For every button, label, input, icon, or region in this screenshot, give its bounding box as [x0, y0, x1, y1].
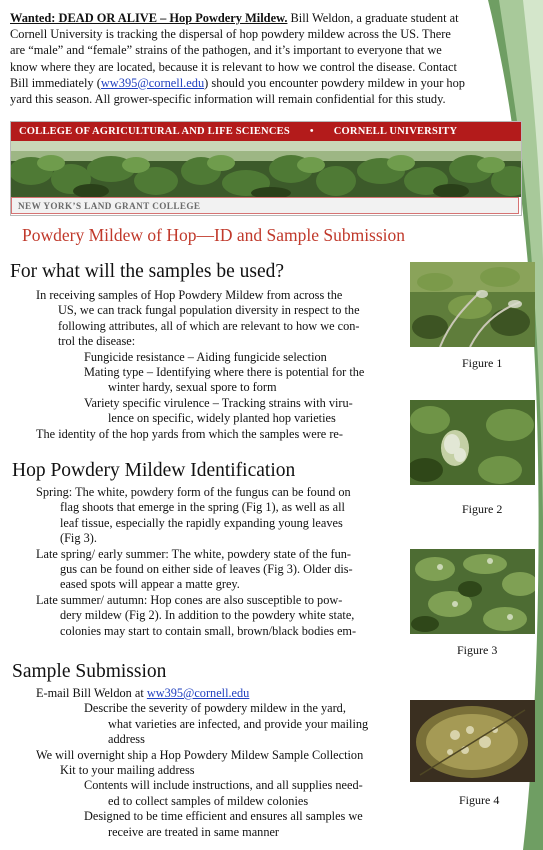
section-samples-use-body [36, 288, 396, 442]
text-line: colonies may start to contain small, brown/black bodies em- [60, 623, 357, 638]
banner-tagline: NEW YORK’S LAND GRANT COLLEGE [11, 197, 519, 214]
text-line: eased spots will appear a matte grey. [60, 577, 240, 592]
intro-line-4: know where they are located, because it is relevant to how we control the disease. Contact [10, 59, 457, 74]
figure-4-image [410, 700, 535, 782]
text-line: Late summer/ autumn: Hop cones are also susceptible to pow- [36, 592, 343, 607]
figure-3-image [410, 549, 535, 634]
text-line: gus can be found on either side of leaves (Fig 3). Older dis- [60, 562, 353, 577]
text-line: Mating type – Identifying where there is potential for the [84, 365, 365, 380]
cornell-banner [10, 121, 522, 216]
figure-4-caption: Figure 4 [459, 793, 500, 807]
page-title: Powdery Mildew of Hop—ID and Sample Submission [22, 225, 406, 245]
section-identification-body [36, 485, 396, 639]
banner-bullet: • [309, 126, 314, 137]
text-line: (Fig 3). [60, 531, 97, 546]
text-line: following attributes, all of which are relevant to how we con- [58, 318, 360, 333]
email-link[interactable]: ww395@cornell.edu [100, 75, 205, 90]
banner-college: COLLEGE OF AGRICULTURAL AND LIFE SCIENCES [19, 126, 290, 137]
text-line: Fungicide resistance – Aiding fungicide selection [84, 349, 327, 364]
figure-2-caption: Figure 2 [462, 502, 503, 516]
text-line: Variety specific virulence – Tracking strains with viru- [84, 395, 353, 410]
section-heading-submission: Sample Submission [12, 661, 167, 682]
text-line: ed to collect samples of mildew colonies [108, 793, 309, 808]
intro-line-6: yard this season. All grower-specific information will remain confidential for this study. [10, 92, 446, 107]
intro-line-5b: ) should you encounter powdery mildew in your hop [204, 75, 466, 90]
text-line: address [108, 732, 145, 747]
banner-top-bar [11, 122, 521, 141]
section-submission-body [36, 686, 416, 840]
section-heading-identification: Hop Powdery Mildew Identification [12, 460, 296, 481]
text-line: Spring: The white, powdery form of the fungus can be found on [36, 485, 351, 499]
text-line: trol the disease: [58, 334, 136, 349]
figure-1-image [410, 262, 535, 347]
banner-university: CORNELL UNIVERSITY [333, 126, 458, 137]
email-prefix: E-mail Bill Weldon at [36, 686, 147, 700]
figure-3-caption: Figure 3 [457, 643, 498, 657]
text-line: US, we can track fungal population diversity in respect to the [58, 303, 360, 318]
text-line: winter hardy, sexual spore to form [108, 380, 277, 395]
text-line: Contents will include instructions, and all supplies need- [84, 778, 363, 793]
intro-line-5a: Bill immediately ( [10, 75, 101, 90]
hop-leaves-banner-image [11, 141, 521, 197]
intro-line-2: Cornell University is tracking the dispersal of hop powdery mildew across the US. There [10, 27, 451, 42]
wanted-heading: Wanted: DEAD OR ALIVE – Hop Powdery Mildew. [10, 11, 288, 25]
text-line: dery mildew (Fig 2). In addition to the powdery white state, [60, 608, 355, 623]
section-heading-samples-use: For what will the samples be used? [10, 261, 285, 282]
text-line: We will overnight ship a Hop Powdery Mildew Sample Collection [36, 747, 364, 762]
text-line: lence on specific, widely planted hop varieties [108, 411, 336, 426]
intro-line-1: Bill Weldon, a graduate student at [287, 11, 459, 25]
intro-line-3: are “male” and “female” strains of the pathogen, and it’s important to everyone that we [10, 43, 442, 58]
text-line: flag shoots that emerge in the spring (Fig 1), as well as all [60, 500, 345, 515]
text-line: Describe the severity of powdery mildew in the yard, [84, 701, 346, 716]
text-line: Kit to your mailing address [60, 763, 195, 778]
intro-paragraph [10, 10, 500, 107]
text-line: Late spring/ early summer: The white, powdery state of the fun- [36, 546, 351, 561]
email-link[interactable]: ww395@cornell.edu [146, 686, 250, 700]
figure-2-image [410, 400, 535, 485]
figure-1-caption: Figure 1 [462, 356, 503, 370]
text-line: leaf tissue, especially the rapidly expanding young leaves [60, 515, 343, 530]
text-line: receive are treated in same manner [108, 824, 280, 839]
text-line: Designed to be time efficient and ensures all samples we [84, 809, 363, 824]
text-line: what varieties are infected, and provide your mailing [108, 716, 369, 731]
text-line: In receiving samples of Hop Powdery Mildew from across the [36, 288, 343, 302]
text-line: The identity of the hop yards from which the samples were re- [36, 426, 343, 441]
